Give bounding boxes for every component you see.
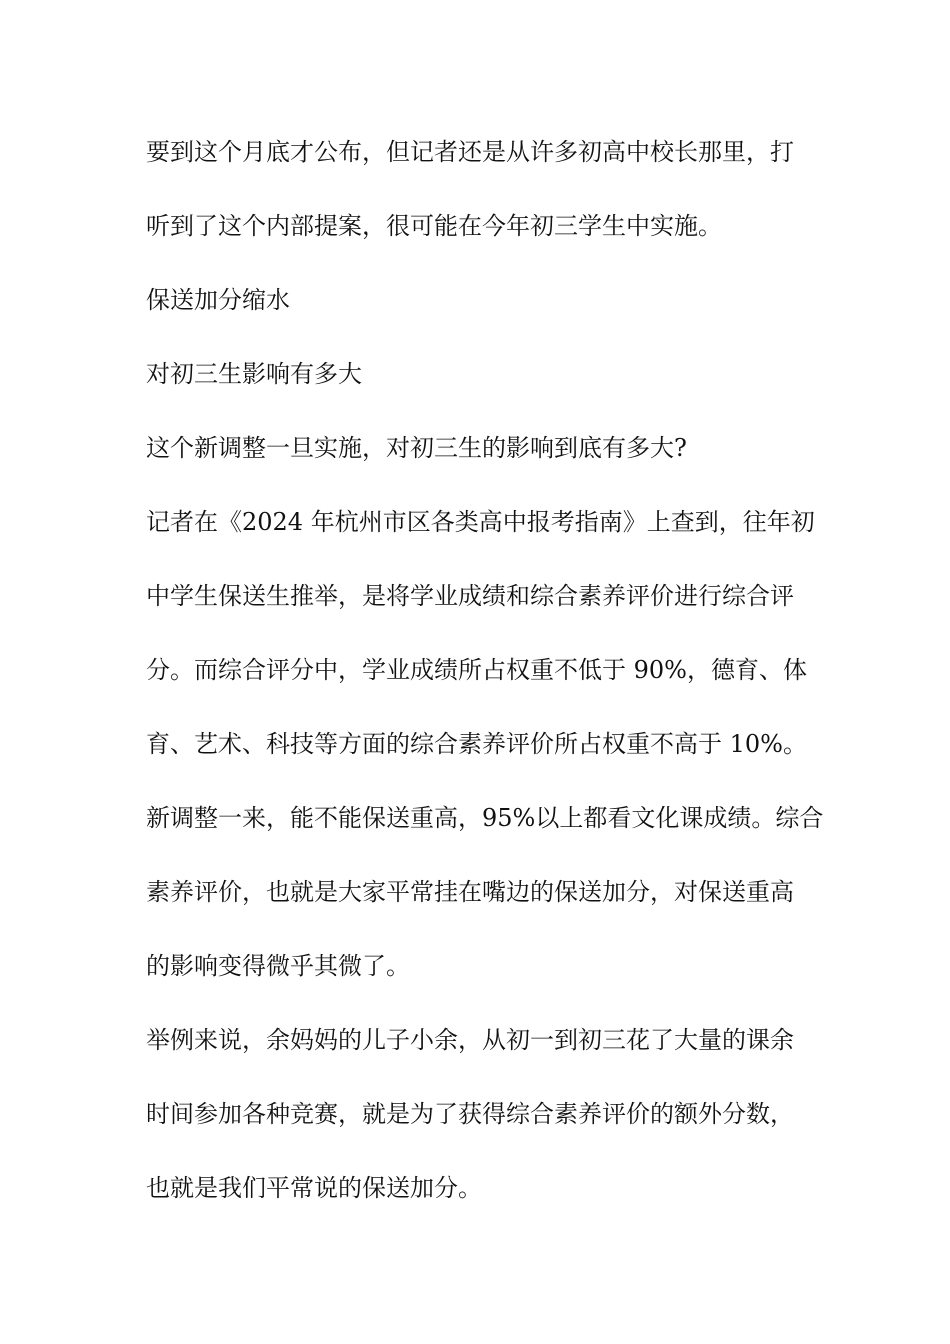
text-line-10: 的影响变得微乎其微了。: [146, 952, 410, 980]
text-line-1: 要到这个月底才公布，但记者还是从许多初高中校长那里，打: [146, 138, 794, 166]
text-line-13: 也就是我们平常说的保送加分。: [146, 1174, 482, 1202]
section-heading-line-2: 对初三生影响有多大: [146, 360, 362, 388]
text-line-4: 记者在《2024 年杭州市区各类高中报考指南》上查到，往年初: [146, 508, 815, 536]
text-line-5: 中学生保送生推举，是将学业成绩和综合素养评价进行综合评: [146, 582, 794, 610]
text-line-2: 听到了这个内部提案，很可能在今年初三学生中实施。: [146, 212, 722, 240]
section-heading-line-1: 保送加分缩水: [146, 286, 290, 314]
text-line-9: 素养评价，也就是大家平常挂在嘴边的保送加分，对保送重高: [146, 878, 794, 906]
text-line-6: 分。而综合评分中，学业成绩所占权重不低于 90%，德育、体: [146, 656, 807, 684]
text-line-8: 新调整一来，能不能保送重高，95%以上都看文化课成绩。综合: [146, 804, 824, 832]
text-line-3: 这个新调整一旦实施，对初三生的影响到底有多大?: [146, 434, 687, 462]
text-line-7: 育、艺术、科技等方面的综合素养评价所占权重不高于 10%。: [146, 730, 807, 758]
text-line-12: 时间参加各种竞赛，就是为了获得综合素养评价的额外分数，: [146, 1100, 794, 1128]
text-line-11: 举例来说，余妈妈的儿子小余，从初一到初三花了大量的课余: [146, 1026, 794, 1054]
